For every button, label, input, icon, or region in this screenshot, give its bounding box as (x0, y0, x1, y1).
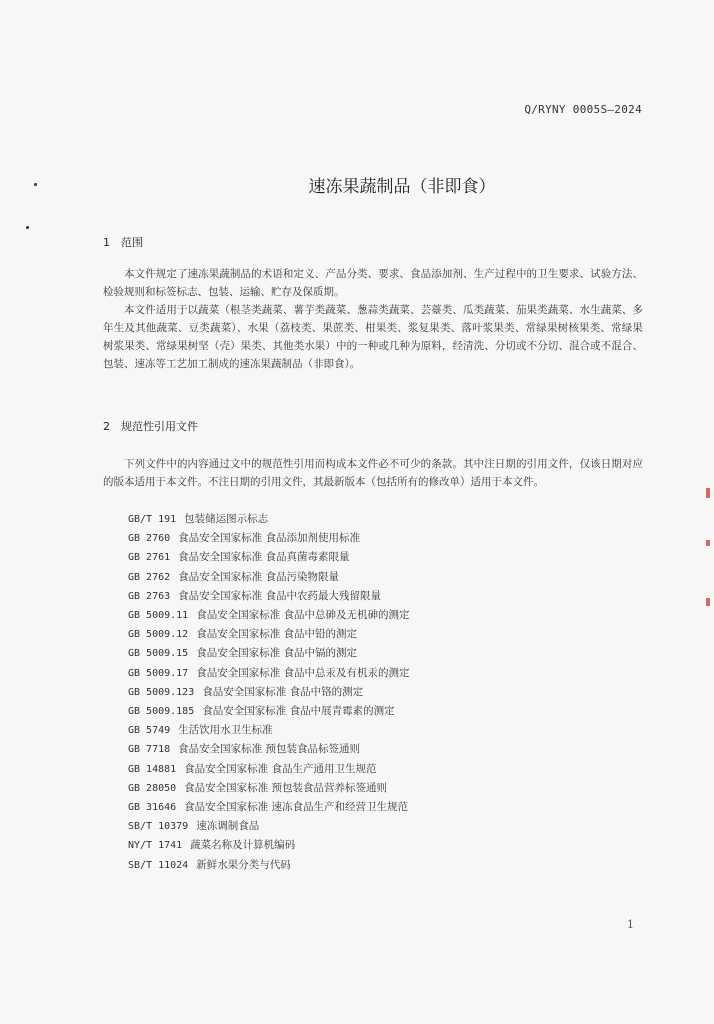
reference-item (128, 510, 410, 529)
reference-title: 食品安全国家标准 食品生产通用卫生规范 (184, 762, 377, 775)
scan-speck (26, 226, 29, 229)
reference-title: 食品安全国家标准 食品中展青霉素的测定 (202, 705, 395, 718)
reference-item (128, 644, 410, 663)
reference-code: GB 5009.15 (128, 648, 189, 660)
reference-title: 食品安全国家标准 食品真菌毒素限量 (178, 551, 350, 564)
reference-title: 生活饮用水卫生标准 (178, 724, 273, 737)
reference-title: 速冻调制食品 (196, 820, 260, 833)
reference-item (128, 664, 410, 683)
reference-title: 食品安全国家标准 食品中总砷及无机砷的测定 (196, 609, 410, 622)
reference-code: GB/T 191 (128, 514, 177, 525)
reference-code: GB 2762 (128, 571, 171, 583)
scan-edge-mark (706, 598, 710, 606)
reference-code: GB 28050 (128, 782, 177, 794)
reference-code: GB 5749 (128, 725, 171, 737)
reference-code: SB/T 11024 (128, 859, 189, 871)
reference-title: 食品安全国家标准 食品中铅的测定 (196, 628, 358, 641)
reference-code: GB 2763 (128, 590, 171, 602)
reference-code: GB 7718 (128, 744, 171, 756)
section-1-heading (103, 234, 143, 250)
scan-edge-mark (706, 488, 710, 498)
section-2-number: 2 (103, 420, 110, 433)
reference-code: SB/T 10379 (128, 821, 189, 833)
section-2-intro: 下列文件中的内容通过文中的规范性引用而构成本文件必不可少的条款。其中注日期的引用文件，仅该日期对应的版本适用于本文件。不注日期的引用文件，其最新版本（包括所有的修改单）适用于本文件。 (103, 458, 643, 488)
reference-item (128, 856, 410, 875)
section-1-number: 1 (103, 236, 110, 249)
reference-item (128, 740, 410, 759)
reference-code: GB 31646 (128, 802, 177, 814)
reference-item (128, 760, 410, 779)
reference-code: GB 14881 (128, 763, 177, 775)
reference-title: 新鲜水果分类与代码 (196, 858, 291, 871)
reference-code: GB 5009.123 (128, 686, 195, 698)
section-2-title: 规范性引用文件 (121, 420, 198, 433)
section-1-paragraph-2: 本文件适用于以蔬菜（根茎类蔬菜、薯芋类蔬菜、葱蒜类蔬菜、芸薹类、瓜类蔬菜、茄果类蔬菜、水生蔬菜、多年生及其他蔬菜、豆类蔬菜）、水果（荔枝类、果蔗类、柑果类、浆复果类、落叶浆果类、常绿果树核果类、常绿果树浆果类、常绿果树坚（壳）果类、其他类水果）中的一种或几种为原料，经清洗、分切或不分切、混合或不混合、包装、速冻等工艺加工制成的速冻果蔬制品（非即食）。 (103, 304, 643, 370)
reference-title: 食品安全国家标准 食品中农药最大残留限量 (178, 589, 381, 602)
section-1-title: 范围 (121, 236, 143, 249)
section-2-heading (103, 418, 198, 434)
reference-title: 食品安全国家标准 食品中镉的测定 (196, 647, 358, 660)
section-1-paragraph-1: 本文件规定了速冻果蔬制品的术语和定义、产品分类、要求、食品添加剂、生产过程中的卫生要求、试验方法、检验规则和标签标志、包装、运输、贮存及保质期。 (103, 268, 643, 298)
reference-item (128, 548, 410, 567)
reference-item (128, 606, 410, 625)
reference-item (128, 798, 410, 817)
reference-item (128, 587, 410, 606)
reference-code: GB 5009.12 (128, 629, 189, 641)
standard-number: Q/RYNY 0005S—2024 (524, 103, 642, 116)
reference-title: 蔬菜名称及计算机编码 (190, 839, 296, 852)
reference-item (128, 568, 410, 587)
reference-title: 食品安全国家标准 预包装食品标签通则 (178, 743, 360, 756)
reference-code: GB 5009.185 (128, 706, 195, 718)
reference-title: 食品安全国家标准 食品中总汞及有机汞的测定 (196, 666, 410, 679)
reference-title: 食品安全国家标准 预包装食品营养标签通则 (184, 781, 388, 794)
reference-code: NY/T 1741 (128, 840, 183, 852)
reference-code: GB 5009.11 (128, 610, 189, 622)
reference-title: 食品安全国家标准 食品污染物限量 (178, 570, 339, 583)
reference-item (128, 817, 410, 836)
reference-item (128, 625, 410, 644)
reference-item (128, 836, 410, 855)
reference-code: GB 2761 (128, 552, 171, 564)
reference-item (128, 702, 410, 721)
reference-code: GB 5009.17 (128, 667, 189, 679)
scan-edge-mark (706, 540, 710, 546)
reference-title: 食品安全国家标准 食品中铬的测定 (202, 685, 364, 698)
document-title: 速冻果蔬制品（非即食） (308, 177, 496, 197)
reference-title: 食品安全国家标准 食品添加剂使用标准 (178, 532, 360, 545)
reference-item (128, 529, 410, 548)
reference-code: GB 2760 (128, 533, 171, 545)
reference-title: 食品安全国家标准 速冻食品生产和经营卫生规范 (184, 801, 409, 814)
page-number: 1 (627, 918, 634, 931)
reference-item (128, 721, 410, 740)
reference-item (128, 779, 410, 798)
reference-item (128, 683, 410, 702)
reference-title: 包装储运图示标志 (184, 513, 269, 525)
reference-list (128, 510, 410, 875)
